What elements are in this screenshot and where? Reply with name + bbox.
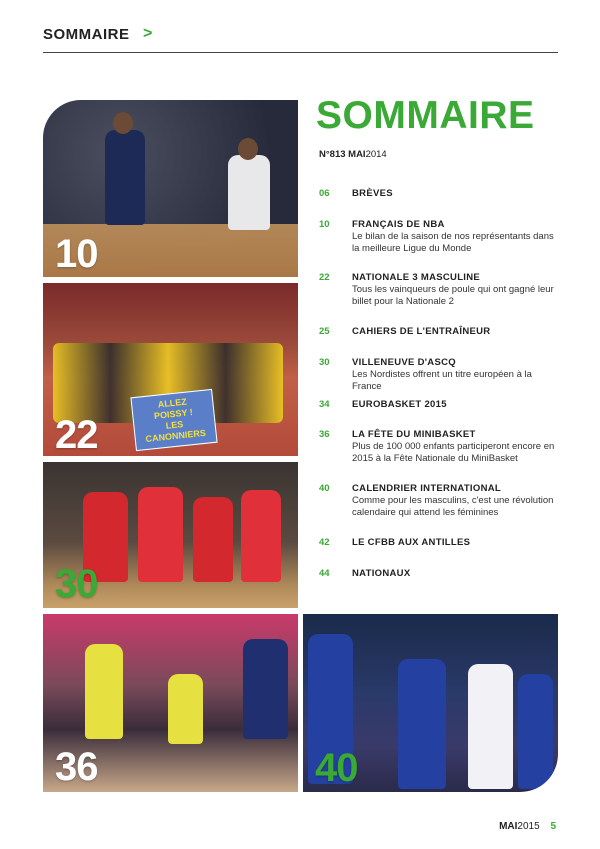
player-head (113, 112, 133, 134)
toc-title: CAHIERS DE L'ENTRAÎNEUR (352, 326, 491, 337)
footer-year: 2015 (517, 821, 540, 832)
issue-month: MAI (348, 149, 366, 160)
toc-page-number: 06 (319, 188, 330, 199)
player-figure (168, 674, 203, 744)
page-number-label: 10 (55, 232, 98, 276)
footer-page-number: 5 (550, 821, 556, 832)
section-header (43, 26, 558, 53)
toc-title: LA FÊTE DU MINIBASKET (352, 429, 476, 440)
page-number-label: 40 (315, 746, 358, 790)
photo-calendrier-international[interactable] (303, 614, 558, 792)
banner-line: POISSY ! (153, 407, 194, 422)
header-title: SOMMAIRE (43, 26, 130, 43)
page-number-label: 36 (55, 745, 98, 789)
toc-description: Le bilan de la saison de nos représentants dans la meilleure Ligue du Monde (352, 231, 554, 254)
issue-info (319, 149, 387, 160)
player-figure (228, 155, 270, 230)
player-figure (193, 497, 233, 582)
player-figure (105, 130, 145, 225)
chevron-right-icon: > (143, 25, 153, 42)
toc-description: Les Nordistes offrent un titre européen à la France (352, 369, 532, 392)
toc-page-number: 34 (319, 399, 330, 410)
page-title: SOMMAIRE (316, 94, 535, 137)
player-figure (85, 644, 123, 739)
issue-number: N°813 (319, 149, 346, 160)
photo-villeneuve[interactable] (43, 462, 298, 608)
page-footer (499, 821, 556, 832)
toc-page-number: 22 (319, 272, 330, 283)
photo-minibasket[interactable] (43, 614, 298, 792)
photo-nationale-3[interactable] (43, 283, 298, 456)
toc-title: NATIONALE 3 MASCULINE (352, 272, 481, 283)
player-figure (468, 664, 513, 789)
toc-page-number: 25 (319, 326, 330, 337)
toc-description: Plus de 100 000 enfants participeront encore en 2015 à la Fête Nationale du MiniBasket (352, 441, 555, 464)
toc-title: CALENDRIER INTERNATIONAL (352, 483, 501, 494)
photo-nba[interactable] (43, 100, 298, 277)
toc-title: VILLENEUVE D'ASCQ (352, 357, 456, 368)
toc-description: Comme pour les masculins, c'est une révolution calendaire qui attend les féminines (352, 495, 554, 518)
player-figure (241, 490, 281, 582)
toc-title: BRÈVES (352, 188, 393, 199)
toc-page-number: 10 (319, 219, 330, 230)
player-head (238, 138, 258, 160)
toc-description: Tous les vainqueurs de poule qui ont gagné leur billet pour la Nationale 2 (352, 284, 554, 307)
banner-line: LES CANONNIERS (145, 419, 207, 445)
supporters-banner (130, 389, 217, 451)
issue-year: 2014 (365, 149, 387, 160)
toc-title: EUROBASKET 2015 (352, 399, 447, 410)
player-figure (138, 487, 183, 582)
footer-month: MAI (499, 821, 518, 832)
player-figure (243, 639, 288, 739)
toc-title: FRANÇAIS DE NBA (352, 219, 445, 230)
toc-page-number: 42 (319, 537, 330, 548)
page-number-label: 22 (55, 413, 98, 456)
toc-page-number: 44 (319, 568, 330, 579)
player-figure (518, 674, 553, 789)
toc-page-number: 30 (319, 357, 330, 368)
toc-title: LE CFBB AUX ANTILLES (352, 537, 471, 548)
banner-line: ALLEZ (157, 396, 188, 410)
toc-title: NATIONAUX (352, 568, 411, 579)
toc-page-number: 40 (319, 483, 330, 494)
page-number-label: 30 (55, 562, 98, 606)
toc-page-number: 36 (319, 429, 330, 440)
player-figure (398, 659, 446, 789)
